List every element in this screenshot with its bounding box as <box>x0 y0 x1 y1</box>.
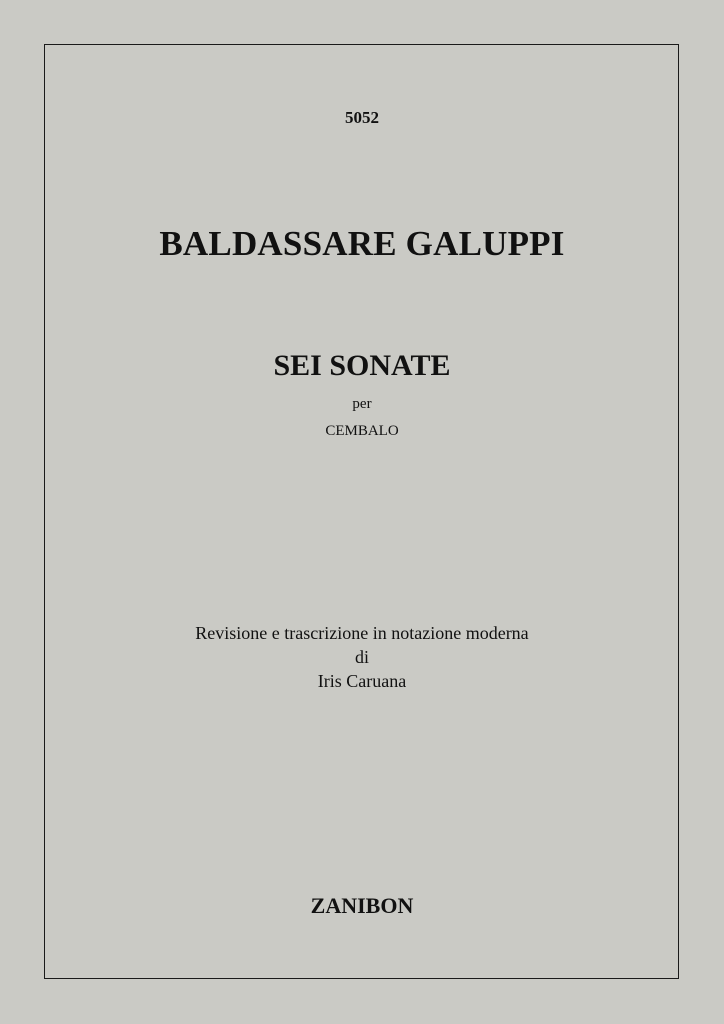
preposition-text: per <box>352 396 372 412</box>
credit-preposition: di <box>354 647 369 667</box>
instrument-name: CEMBALO <box>325 423 399 439</box>
publisher-name: ZANIBON <box>310 893 414 918</box>
cover-border-frame <box>44 44 679 979</box>
composer-name: BALDASSARE GALUPPI <box>159 224 565 263</box>
revision-credit-line: Revisione e trascrizione in notazione moderna <box>195 623 529 643</box>
editor-name: Iris Caruana <box>317 671 407 691</box>
work-title: SEI SONATE <box>273 349 451 382</box>
catalog-number: 5052 <box>345 108 379 127</box>
